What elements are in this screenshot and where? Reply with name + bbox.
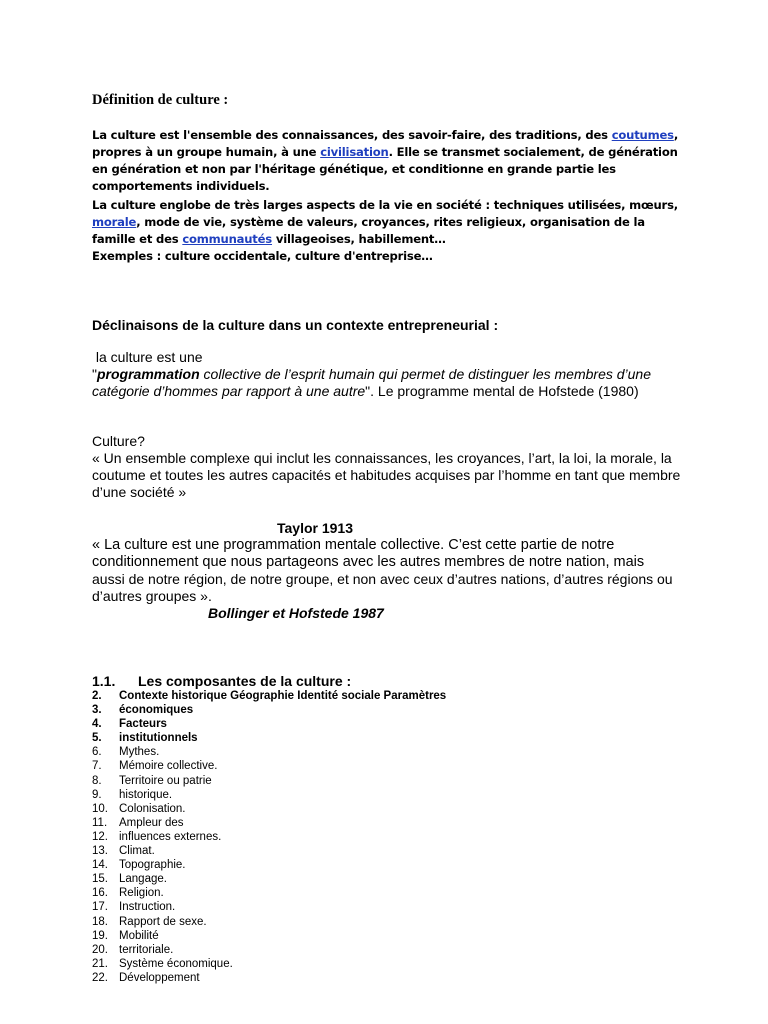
list-item-number: 19. <box>92 929 108 942</box>
list-item-number: 2. <box>92 690 102 702</box>
list-item-text: Instruction. <box>119 901 176 914</box>
list-item-number: 13. <box>92 845 108 858</box>
list-item <box>92 689 446 703</box>
list-item-number: 16. <box>92 887 108 900</box>
list-item-number: 10. <box>92 802 108 815</box>
list-item-text: Mobilité <box>119 929 159 942</box>
list-item-text: Système économique. <box>119 957 233 970</box>
list-item-text: Mythes. <box>119 746 160 759</box>
text: La culture est l'ensemble des connaissances, des savoir-faire, des traditions, des <box>92 128 612 142</box>
bollinger-quote <box>92 537 702 605</box>
list-item-number: 15. <box>92 873 108 886</box>
taylor-quote <box>92 433 702 501</box>
list-item <box>92 943 446 957</box>
quote-close: ". Le programme mental de Hofstede (1980) <box>365 383 639 399</box>
section-number: 1.1. <box>92 673 116 689</box>
list-item <box>92 971 446 985</box>
list-item <box>92 957 446 971</box>
text: La culture englobe de très larges aspects de la vie en société : techniques utilisées, mœurs, <box>92 198 678 212</box>
list-item-number: 7. <box>92 760 102 773</box>
definition-paragraph-2 <box>92 197 692 248</box>
list-item-text: Facteurs <box>119 718 167 731</box>
list-item-text: territoriale. <box>119 943 174 956</box>
list-item-text: Mémoire collective. <box>119 760 218 773</box>
quote-open: " <box>92 366 97 382</box>
definition-title: Définition de culture : <box>92 92 229 108</box>
question: Culture? <box>92 433 145 449</box>
list-item <box>92 915 446 929</box>
taylor-author: Taylor 1913 <box>277 520 354 536</box>
list-item-number: 20. <box>92 943 108 956</box>
list-item-text: Rapport de sexe. <box>119 915 207 928</box>
list-item-text: Territoire ou patrie <box>119 774 212 787</box>
emph: programmation <box>96 366 200 382</box>
communautes-link[interactable]: communautés <box>182 232 273 246</box>
list-item-text: Langage. <box>119 873 167 886</box>
intro: la culture est une <box>92 349 203 365</box>
text: villageoises, habillement… <box>272 232 446 246</box>
section-title: Les composantes de la culture : <box>138 673 352 689</box>
hofstede-quote <box>92 349 702 400</box>
list-item-number: 11. <box>92 816 108 829</box>
list-item <box>92 717 446 731</box>
list-item <box>92 759 446 773</box>
definition-paragraph-1 <box>92 127 692 195</box>
list-item <box>92 929 446 943</box>
list-item-number: 4. <box>92 718 102 731</box>
list-item-number: 18. <box>92 915 108 928</box>
list-item-text: historique. <box>119 788 173 801</box>
list-item-text: influences externes. <box>119 830 222 843</box>
quote-rest: aussi de notre région, de notre groupe, et non avec ceux d’autres nations, d’autres régions ou d’autres groupes ». <box>92 571 673 604</box>
list-item <box>92 900 446 914</box>
list-item <box>92 872 446 886</box>
list-item-number: 17. <box>92 901 108 914</box>
text: , mode de vie, système de valeurs, croyances, rites religieux, organisation de la famille et des <box>92 215 645 246</box>
list-item-number: 9. <box>92 788 102 801</box>
quote-text: collective de l’esprit humain qui permet de distinguer les membres d’une catégorie d’hommes par rapport à une autre <box>92 366 652 399</box>
text: . Elle se transmet socialement, de génération en génération et non par l'héritage génétique, et conditionne en grande partie les comportements individuels. <box>92 145 678 193</box>
list-item-number: 12. <box>92 830 108 843</box>
list-item-number: 22. <box>92 971 108 984</box>
list-item-text: Colonisation. <box>119 802 186 815</box>
list-item-text: Climat. <box>119 845 155 858</box>
list-item-text: Religion. <box>119 887 164 900</box>
list-item <box>92 774 446 788</box>
composantes-heading <box>92 673 351 689</box>
list-item-number: 3. <box>92 704 102 717</box>
list-item <box>92 844 446 858</box>
list-item <box>92 703 446 717</box>
list-item <box>92 802 446 816</box>
list-item-number: 5. <box>92 732 102 745</box>
coutumes-link[interactable]: coutumes <box>611 128 674 142</box>
list-item <box>92 830 446 844</box>
civilisation-link[interactable]: civilisation <box>320 145 389 159</box>
line: « La culture est une programmation mentale collective. C’est cette partie de notre <box>92 537 615 553</box>
list-item-number: 21. <box>92 957 108 970</box>
list-item-text: Ampleur des <box>119 816 184 829</box>
morale-link[interactable]: morale <box>92 215 137 229</box>
list-item-text: économiques <box>119 704 194 717</box>
quote-text: « Un ensemble complexe qui inclut les connaissances, les croyances, l’art, la loi, la morale, la coutume et toutes les autres capacités et habitudes acquises par l’homme en tant que membre d’une société » <box>92 450 681 500</box>
bollinger-author: Bollinger et Hofstede 1987 <box>208 605 384 621</box>
list-item <box>92 816 446 830</box>
list-item <box>92 858 446 872</box>
list-item-text: Topographie. <box>119 859 186 872</box>
list-item-number: 8. <box>92 774 102 787</box>
list-item <box>92 731 446 745</box>
declinaisons-heading: Déclinaisons de la culture dans un contexte entrepreneurial : <box>92 317 499 333</box>
list-item-number: 6. <box>92 746 102 759</box>
list-item-text: Contexte historique Géographie Identité sociale Paramètres <box>119 690 447 702</box>
text: , propres à un groupe humain, à une <box>92 128 679 159</box>
list-item-text: institutionnels <box>119 732 198 745</box>
composantes-list <box>92 689 446 985</box>
list-item <box>92 745 446 759</box>
line: conditionnement que nous partageons avec les autres membres de notre nation, mais <box>92 554 645 570</box>
list-item <box>92 886 446 900</box>
examples-line: Exemples : culture occidentale, culture d'entreprise… <box>92 249 433 263</box>
list-item <box>92 788 446 802</box>
list-item-text: Développement <box>119 971 200 984</box>
list-item-number: 14. <box>92 859 108 872</box>
